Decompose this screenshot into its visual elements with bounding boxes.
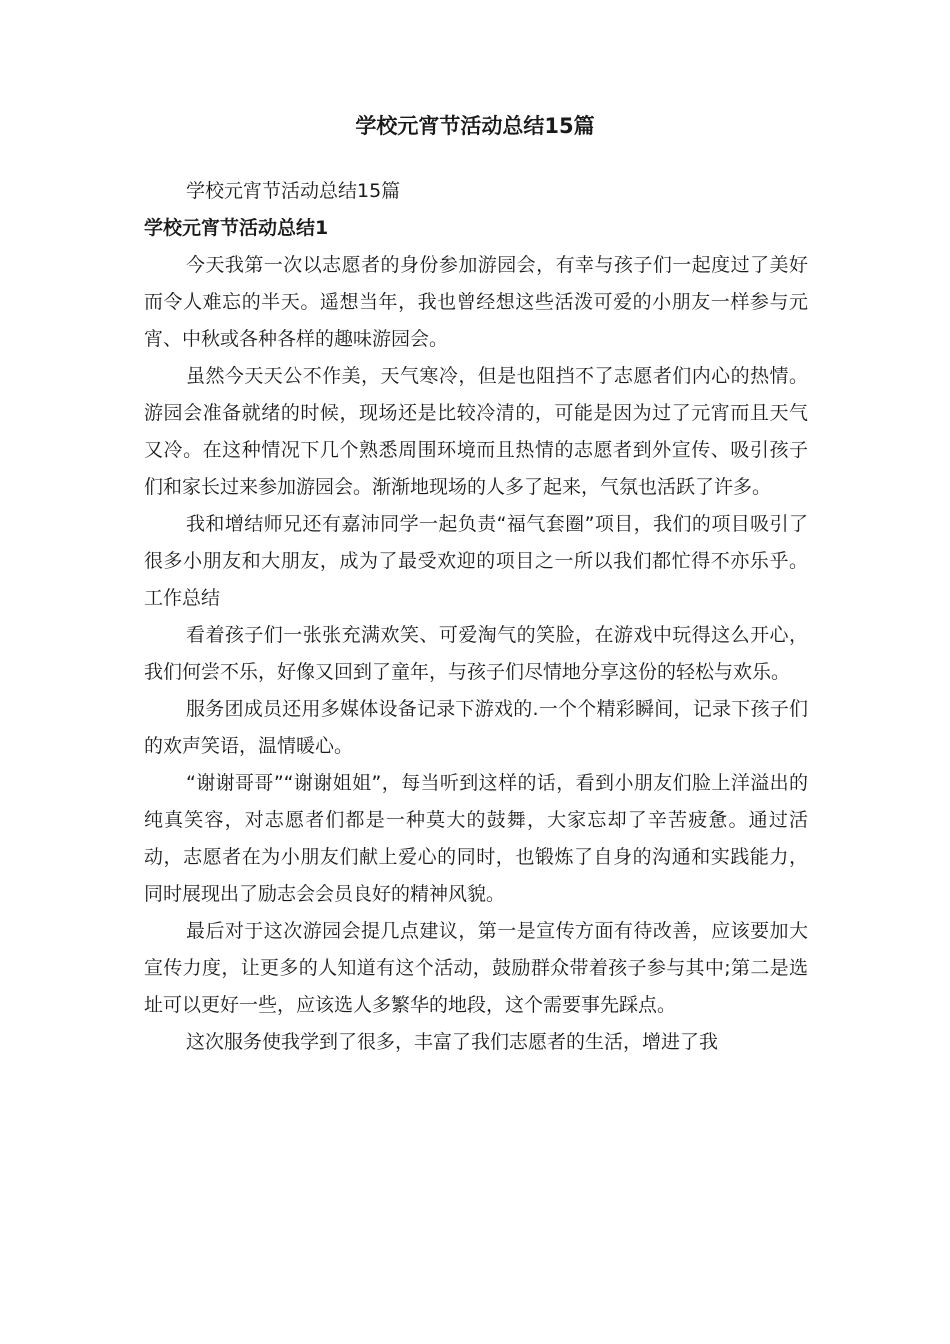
paragraph: 服务团成员还用多媒体设备记录下游戏的.一个个精彩瞬间，记录下孩子们的欢声笑语，温情暖心。 (144, 698, 808, 757)
document-body (144, 173, 808, 1061)
paragraph: 这次服务使我学到了很多，丰富了我们志愿者的生活，增进了我 (186, 1031, 719, 1053)
paragraph: 虽然今天天公不作美，天气寒冷，但是也阻挡不了志愿者们内心的热情。游园会准备就绪的时候，现场还是比较冷清的，可能是因为过了元宵而且天气又冷。在这种情况下几个熟悉周围环境而且热情的志愿者到外宣传、吸引孩子们和家长过来参加游园会。渐渐地现场的人多了起来，气氛也活跃了许多。 (144, 365, 808, 498)
paragraph: 最后对于这次游园会提几点建议，第一是宣传方面有待改善，应该要加大宣传力度，让更多的人知道有这个活动，鼓励群众带着孩子参与其中;第二是选址可以更好一些，应该选人多繁华的地段，这个需要事先踩点。 (144, 920, 808, 1016)
paragraph: 今天我第一次以志愿者的身份参加游园会，有幸与孩子们一起度过了美好而令人难忘的半天。遥想当年，我也曾经想这些活泼可爱的小朋友一样参与元宵、中秋或各种各样的趣味游园会。 (144, 254, 808, 350)
document-title: 学校元宵节活动总结15篇 (355, 114, 595, 138)
section-heading: 学校元宵节活动总结1 (144, 217, 329, 239)
paragraph: 看着孩子们一张张充满欢笑、可爱淘气的笑脸，在游戏中玩得这么开心，我们何尝不乐，好像又回到了童年，与孩子们尽情地分享这份的轻松与欢乐。 (144, 624, 808, 683)
paragraph: 我和增结师兄还有嘉沛同学一起负责“福气套圈”项目，我们的项目吸引了很多小朋友和大朋友，成为了最受欢迎的项目之一所以我们都忙得不亦乐乎。工作总结 (144, 513, 808, 609)
paragraph: “谢谢哥哥”“谢谢姐姐”，每当听到这样的话，看到小朋友们脸上洋溢出的纯真笑容，对志愿者们都是一种莫大的鼓舞，大家忘却了辛苦疲惫。通过活动，志愿者在为小朋友们献上爱心的同时，也锻炼了自身的沟通和实践能力，同时展现出了励志会会员良好的精神风貌。 (144, 772, 808, 905)
document-subtitle: 学校元宵节活动总结15篇 (186, 180, 401, 202)
